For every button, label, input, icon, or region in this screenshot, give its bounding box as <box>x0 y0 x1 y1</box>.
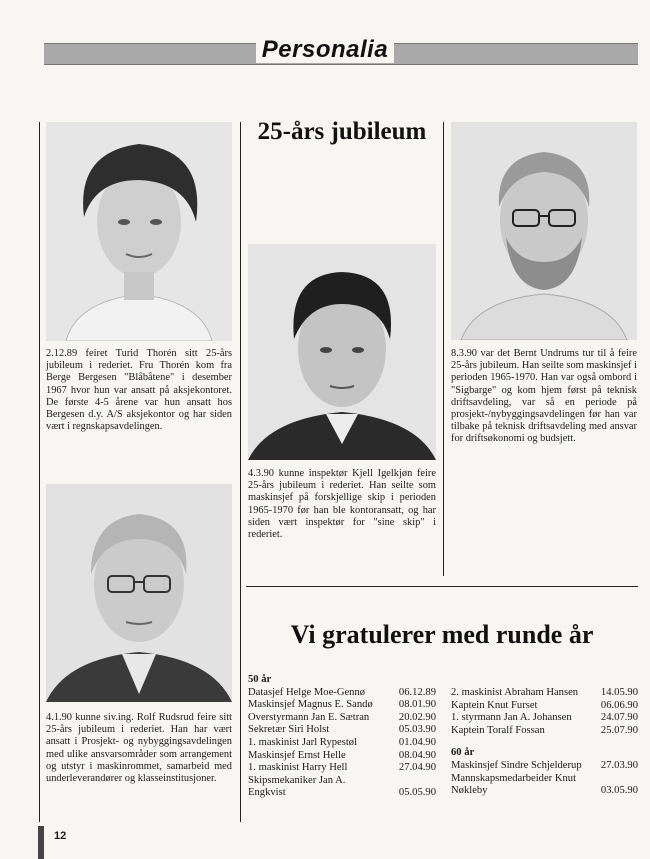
portrait-man-beard-icon <box>451 122 637 340</box>
portrait-man-glasses-icon <box>46 484 232 702</box>
list-item: Maskinsjef Ernst Helle 08.04.90 <box>248 749 436 761</box>
jubilee-caption-3: 8.3.90 var det Bernt Undrums tur til å feire 25-års jubileum. Han seilte som maskinsjef i perioden 1965-1970. Han var også ombord i "Sigbarge" og kom hjem først på teknisk driftsavdeling, var så en periode på prosjekt-/nybyggingsavdelingen før han var tilbake på teknisk driftsavdeling med ansvar for driftsøkonomi og budsjett. <box>451 348 637 445</box>
birthday-list-col2 <box>451 687 638 798</box>
jubilee-caption-2: 4.3.90 kunne inspektør Kjell Igelkjøn feire 25-års jubileum i rederiet. Han seilte som maskinsjef på forskjellige skip i perioden 1965-1970 før han ble kontoransatt, og har siden vært inspektør for "sine skip" i rederiet. <box>248 468 436 541</box>
birthday-heading-60: 60 år <box>451 747 475 759</box>
portrait-man-icon <box>248 244 436 460</box>
portrait-photo-kjell <box>248 244 436 460</box>
birthday-list-col1 <box>248 674 436 800</box>
jubilee-caption-4: 4.1.90 kunne siv.ing. Rolf Rudsrud feire sitt 25-års jubileum i rederiet. Han har vært ansatt i Prosjekt- og nybyggingsavdelingen med ulike ansvarsområder som arrangement og utstyr i maskinrommet, samarbeid med underleverandører og klasseinstitusjoner. <box>46 712 232 785</box>
section-header-text: Personalia <box>256 36 394 63</box>
page-number: 12 <box>54 830 67 842</box>
list-item: Maskinsjef Magnus E. Sandø 08.01.90 <box>248 699 436 711</box>
portrait-photo-rolf <box>46 484 232 702</box>
page-edge-mark <box>38 826 44 859</box>
list-item: Datasjef Helge Moe-Gennø 06.12.89 <box>248 686 436 698</box>
section-header <box>0 36 650 64</box>
portrait-photo-turid <box>46 122 232 341</box>
portrait-woman-icon <box>46 122 232 341</box>
list-item: Nøkleby 03.05.90 <box>451 785 638 797</box>
list-item: Maskinsjef Sindre Schjelderup 27.03.90 <box>451 759 638 771</box>
birthday-section-rule <box>246 586 638 587</box>
birthday-title: Vi gratulerer med runde år <box>290 620 594 649</box>
list-item: Kaptein Knut Furset 06.06.90 <box>451 699 638 711</box>
list-item: Sekretær Siri Holst 05.03.90 <box>248 724 436 736</box>
list-item: 1. maskinist Harry Hell 27.04.90 <box>248 762 436 774</box>
list-item: Mannskapsmedarbeider Knut <box>451 772 577 784</box>
birthday-heading-50: 50 år <box>248 674 272 685</box>
list-item: 1. styrmann Jan A. Johansen 24.07.90 <box>451 712 638 724</box>
list-item: 2. maskinist Abraham Hansen 14.05.90 <box>451 687 638 698</box>
column-rule-middle-right <box>443 122 444 576</box>
list-item: 1. maskinist Jarl Rypestøl 01.04.90 <box>248 736 436 748</box>
list-item: Kaptein Toralf Fossan 25.07.90 <box>451 724 638 736</box>
list-item: Engkvist 05.05.90 <box>248 787 436 799</box>
jubilee-title: 25-års jubileum <box>257 118 427 145</box>
column-rule-left <box>240 122 241 822</box>
portrait-photo-bernt <box>451 122 637 340</box>
jubilee-caption-1: 2.12.89 feiret Turid Thorén sitt 25-års jubileum i rederiet. Fru Thorén kom fra Berge Bergesen "Blåbåtene" i desember 1967 hvor hun var ansatt på aksjekontoret. De første 4-5 årene var hun ansatt hos Bergesen d.y. A/S aksjekontor og har siden vært i regnskapsavdelingen. <box>46 348 232 433</box>
column-rule-left-outer <box>39 122 40 822</box>
list-item: Overstyrmann Jan E. Sætran 20.02.90 <box>248 711 436 723</box>
list-item: Skipsmekaniker Jan A. <box>248 774 346 786</box>
